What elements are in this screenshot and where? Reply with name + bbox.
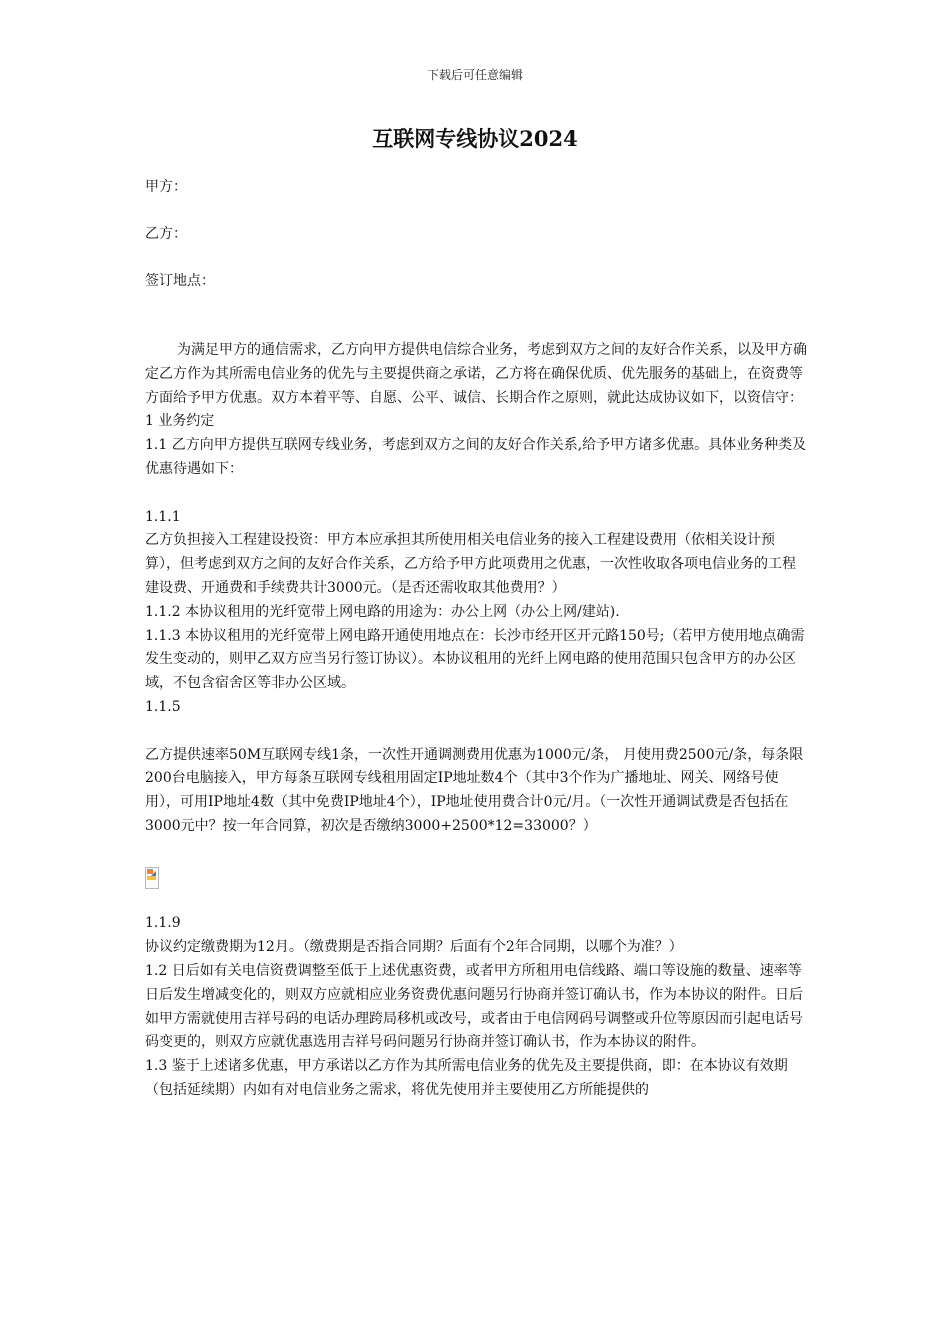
clause-1-3: 1.3 鉴于上述诸多优惠，甲方承诺以乙方作为其所需电信业务的优先及主要提供商，即：在本协议有效期（包括延续期）内如有对电信业务之需求，将优先使用并主要使用乙方所能提供的 bbox=[145, 1058, 788, 1098]
spacer bbox=[145, 482, 807, 506]
clause-1-1-3: 1.1.3 本协议租用的光纤宽带上网电路开通使用地点在：长沙市经开区开元路150号;（若甲方使用地点确需发生变动的，则甲乙双方应当另行签订协议）。本协议租用的光纤上网电路的使用范围只包含甲方的办公区域，不包含宿舍区等非办公区域。 bbox=[145, 627, 805, 692]
section-1-heading: 1 业务约定 bbox=[145, 413, 215, 430]
party-a-label: 甲方： bbox=[145, 179, 187, 195]
spacer bbox=[145, 889, 807, 913]
clause-1-1-2: 1.1.2 本协议租用的光纤宽带上网电路的用途为：办公上网（办公上网/建站). bbox=[145, 603, 620, 620]
clause-1-1-9: 协议约定缴费期为12月。（缴费期是否指合同期？后面有个2年合同期，以哪个为准？） bbox=[145, 939, 683, 956]
clause-1-1: 1.1 乙方向甲方提供互联网专线业务，考虑到双方之间的友好合作关系,给予甲方诸多优惠。具体业务种类及优惠待遇如下： bbox=[145, 437, 807, 477]
document-title: 互联网专线协议2024 bbox=[372, 126, 578, 151]
clause-1-2: 1.2 日后如有关电信资费调整至低于上述优惠资费，或者甲方所租用电信线路、端口等设施的数量、速率等日后发生增减变化的，则双方应就相应业务资费优惠问题另行协商并签订确认书，作为本协议的附件。日后如甲方需就使用吉祥号码的电话办理跨局移机或改号，或者由于电信网码号调整或升位等原因而引起电话号码变更的，则双方应就优惠选用吉祥号码问题另行协商并签订确认书，作为本协议的附件。 bbox=[145, 962, 803, 1051]
spacer bbox=[145, 720, 807, 744]
header-note: 下载后可任意编辑 bbox=[426, 68, 523, 82]
clause-1-1-1: 乙方负担接入工程建设投资：甲方本应承担其所使用相关电信业务的接入工程建设费用（依相关设计预算），但考虑到双方之间的友好合作关系，乙方给予甲方此项费用之优惠，一次性收取各项电信业务的工程建设费、开通费和手续费共计3000元。（是否还需收取其他费用？） bbox=[145, 532, 796, 596]
clause-1-1-1-number: 1.1.1 bbox=[145, 508, 181, 525]
intro-paragraph: 为满足甲方的通信需求，乙方向甲方提供电信综合业务，考虑到双方之间的友好合作关系，以及甲方确定乙方作为其所需电信业务的优先与主要提供商之承诺，乙方将在确保优质、优先服务的基础上，在资费等方面给予甲方优惠。双方本着平等、自愿、公平、诚信、长期合作之原则，就此达成协议如下，以资信守： bbox=[145, 342, 807, 406]
broken-image-icon bbox=[145, 867, 159, 889]
party-b-label: 乙方： bbox=[145, 226, 187, 242]
clause-1-1-5: 乙方提供速率50M互联网专线1条，一次性开通调测费用优惠为1000元/条， 月使用费2500元/条，每条限200台电脑接入，甲方每条互联网专线租用固定IP地址数4个（其中3个作为广播地址、网关、网络号使用），可用IP地址4数（其中免费IP地址4个），IP地址使用费合计0元/月。（一次性开通调试费是否包括在3000元中？按一年合同算，初次是否缴纳3000+2500*12=33000？） bbox=[145, 746, 804, 834]
clause-1-1-5-number: 1.1.5 bbox=[145, 698, 181, 715]
document-body bbox=[145, 339, 807, 1103]
signing-location-label: 签订地点： bbox=[145, 273, 215, 289]
spacer bbox=[145, 839, 807, 863]
clause-1-1-9-number: 1.1.9 bbox=[145, 915, 181, 932]
